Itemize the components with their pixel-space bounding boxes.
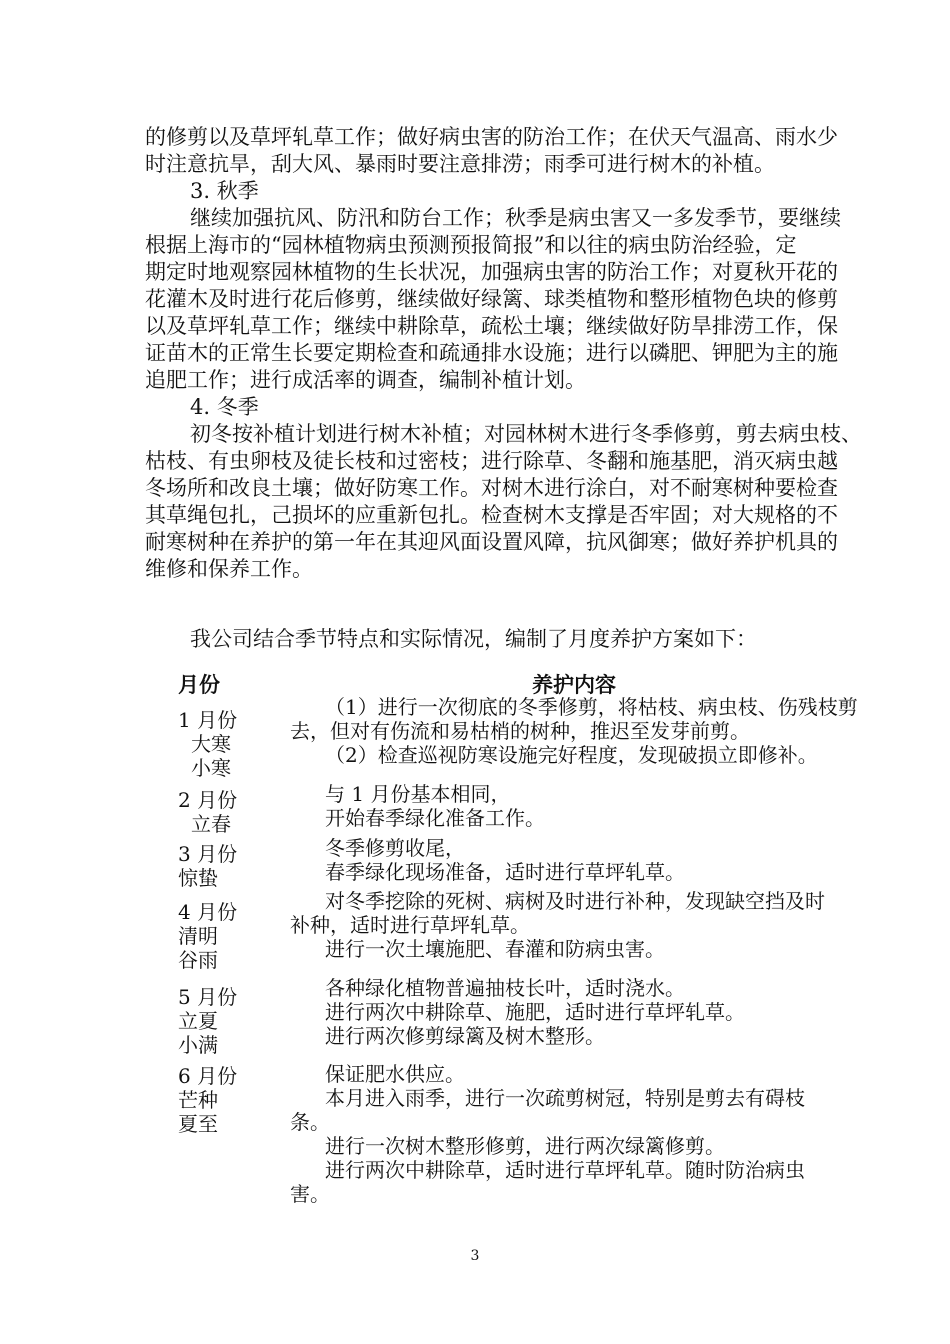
month-cell	[178, 900, 268, 972]
paragraph-line: 初冬按补植计划进行树木补植；对园林树木进行冬季修剪，剪去病虫枝、	[190, 422, 862, 446]
content-cell	[290, 836, 875, 884]
solar-term: 小满	[178, 1033, 218, 1057]
content-cell	[290, 695, 875, 767]
content-line: （1）进行一次彻底的冬季修剪，将枯枝、病虫枝、伤残枝剪	[325, 695, 858, 719]
paragraph-line: 继续加强抗风、防汛和防台工作；秋季是病虫害又一多发季节，要继续	[190, 206, 841, 230]
month-label: 2 月份	[178, 788, 238, 812]
paragraph-line: 根据上海市的“园林植物病虫预测预报简报”和以往的病虫防治经验，定	[145, 233, 797, 257]
month-cell	[178, 1064, 268, 1136]
content-line: 害。	[290, 1182, 330, 1206]
paragraph-line: 期定时地观察园林植物的生长状况，加强病虫害的防治工作；对夏秋开花的	[145, 260, 838, 284]
paragraph-line: 维修和保养工作。	[145, 557, 313, 581]
paragraph-line: 冬场所和改良土壤；做好防寒工作。对树木进行涂白，对不耐寒树种要检查	[145, 476, 838, 500]
content-line: （2）检查巡视防寒设施完好程度，发现破损立即修补。	[325, 743, 818, 767]
month-label: 4 月份	[178, 900, 238, 924]
paragraph-line: 枯枝、有虫卵枝及徒长枝和过密枝；进行除草、冬翻和施基肥，消灭病虫越	[145, 449, 838, 473]
content-line: 进行两次中耕除草、施肥，适时进行草坪轧草。	[325, 1000, 745, 1024]
month-label: 6 月份	[178, 1064, 238, 1088]
month-cell	[178, 842, 268, 890]
content-line: 对冬季挖除的死树、病树及时进行补种，发现缺空挡及时	[325, 889, 825, 913]
content-line: 开始春季绿化准备工作。	[325, 806, 545, 830]
month-label: 5 月份	[178, 985, 238, 1009]
content-line: 各种绿化植物普遍抽枝长叶，适时浇水。	[325, 976, 685, 1000]
solar-term: 小寒	[191, 756, 231, 780]
content-cell	[290, 782, 875, 830]
intro-text: 我公司结合季节特点和实际情况，编制了月度养护方案如下：	[190, 627, 757, 651]
content-line: 进行一次树木整形修剪，进行两次绿篱修剪。	[325, 1134, 725, 1158]
content-line: 本月进入雨季，进行一次疏剪树冠，特别是剪去有碍枝	[325, 1086, 805, 1110]
solar-term: 夏至	[178, 1112, 218, 1136]
paragraph-line: 的修剪以及草坪轧草工作；做好病虫害的防治工作；在伏天气温高、雨水少	[145, 125, 838, 149]
content-cell	[290, 976, 875, 1048]
month-cell	[178, 708, 268, 780]
solar-term: 清明	[178, 924, 218, 948]
paragraph-line: 追肥工作；进行成活率的调查，编制补植计划。	[145, 368, 586, 392]
content-line: 进行两次中耕除草，适时进行草坪轧草。随时防治病虫	[325, 1158, 805, 1182]
month-cell	[178, 788, 268, 836]
content-line: 补种，适时进行草坪轧草。	[290, 913, 530, 937]
month-cell	[178, 985, 268, 1057]
content-line: 冬季修剪收尾，	[325, 836, 465, 860]
paragraph-line: 时注意抗旱，刮大风、暴雨时要注意排涝；雨季可进行树木的补植。	[145, 152, 775, 176]
content-line: 条。	[290, 1110, 330, 1134]
paragraph-line: 证苗木的正常生长要定期检查和疏通排水设施；进行以磷肥、钾肥为主的施	[145, 341, 838, 365]
paragraph-line: 耐寒树种在养护的第一年在其迎风面设置风障，抗风御寒；做好养护机具的	[145, 530, 838, 554]
solar-term: 大寒	[191, 732, 231, 756]
month-label: 3 月份	[178, 842, 238, 866]
solar-term: 立夏	[178, 1009, 218, 1033]
content-line: 去，但对有伤流和易枯梢的树种，推迟至发芽前剪。	[290, 719, 750, 743]
solar-term: 惊蛰	[178, 866, 218, 890]
paragraph-line: 其草绳包扎，己损坏的应重新包扎。检查树木支撑是否牢固；对大规格的不	[145, 503, 838, 527]
paragraph-line: 花灌木及时进行花后修剪，继续做好绿篱、球类植物和整形植物色块的修剪	[145, 287, 838, 311]
content-line: 进行两次修剪绿篱及树木整形。	[325, 1024, 605, 1048]
month-label: 1 月份	[178, 708, 238, 732]
page-number: 3	[470, 1248, 480, 1264]
section-heading-autumn: 3. 秋季	[190, 179, 259, 203]
content-line: 春季绿化现场准备，适时进行草坪轧草。	[325, 860, 685, 884]
solar-term: 立春	[191, 812, 231, 836]
content-cell	[290, 1062, 875, 1206]
content-cell	[290, 889, 875, 961]
solar-term: 芒种	[178, 1088, 218, 1112]
solar-term: 谷雨	[178, 948, 218, 972]
content-line: 与 1 月份基本相同，	[325, 782, 511, 806]
section-heading-winter: 4. 冬季	[190, 395, 259, 419]
paragraph-line: 以及草坪轧草工作；继续中耕除草，疏松土壤；继续做好防旱排涝工作，保	[145, 314, 838, 338]
table-header-content: 养护内容	[532, 672, 616, 697]
content-line: 保证肥水供应。	[325, 1062, 465, 1086]
content-line: 进行一次土壤施肥、春灌和防病虫害。	[325, 937, 665, 961]
table-header-month: 月份	[178, 672, 220, 697]
